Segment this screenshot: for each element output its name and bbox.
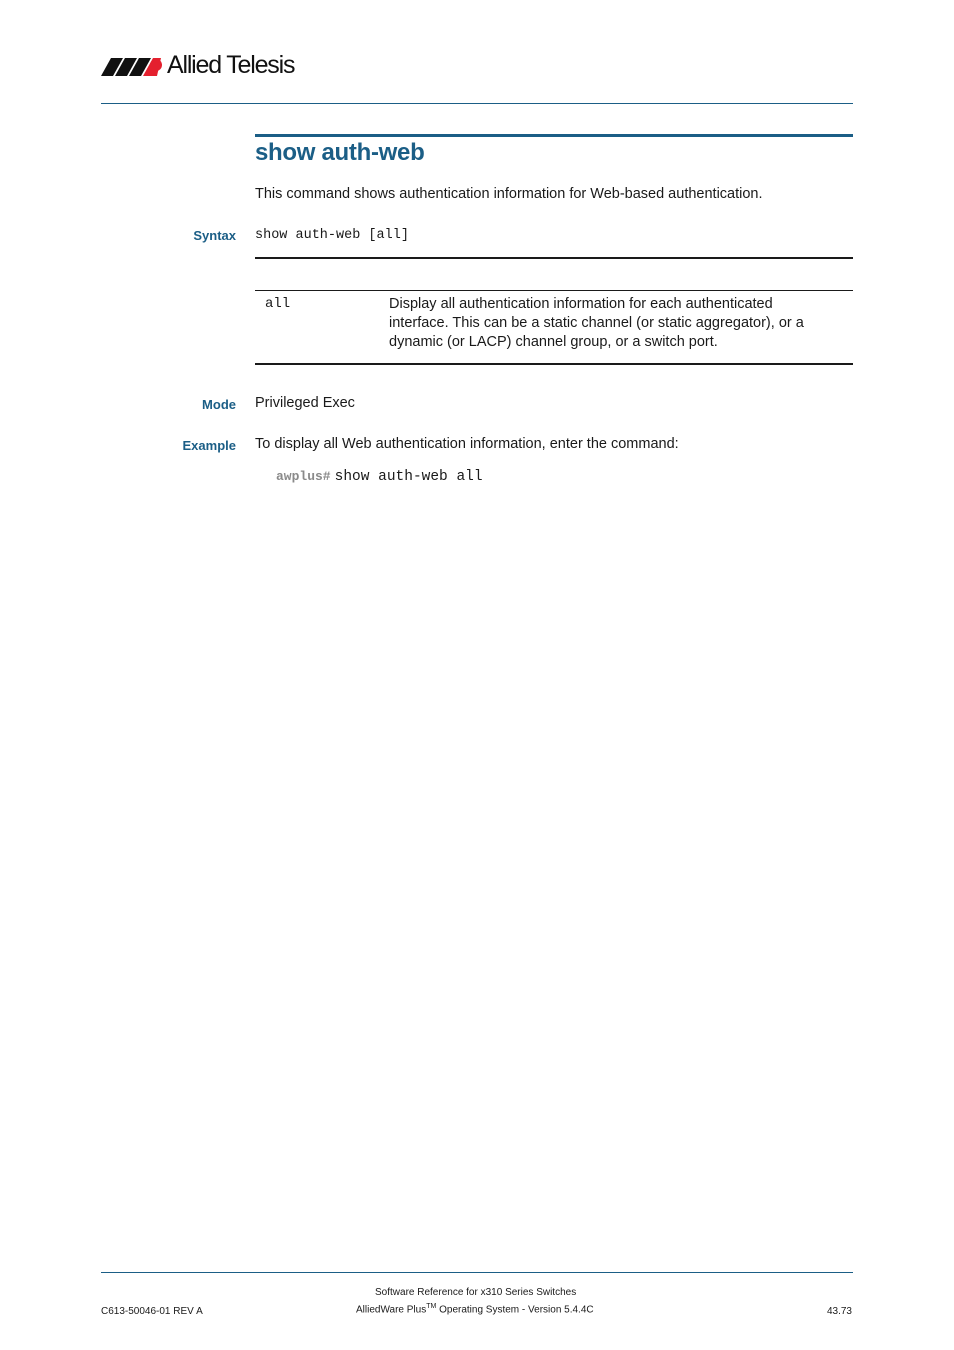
cli-prompt: awplus#	[276, 469, 331, 484]
parameter-description: Display all authentication information for each authenticated interface. This can be a static channel (or static aggregator), or a dynamic (or LACP) channel group, or a switch port.	[389, 296, 804, 350]
parameter-name: all	[265, 296, 291, 312]
syntax-command: show auth-web [all]	[255, 228, 409, 243]
footer-divider	[101, 1272, 853, 1273]
footer-document-title: Software Reference for x310 Series Switches	[375, 1287, 577, 1298]
mode-label: Mode	[202, 397, 236, 412]
example-command: show auth-web all	[334, 469, 483, 485]
title-rule	[255, 134, 853, 137]
parameter-table	[255, 257, 853, 365]
example-label: Example	[182, 438, 236, 453]
table-header-row	[255, 259, 853, 291]
logo-text: Allied Telesis	[167, 50, 295, 79]
footer-os-name: AlliedWare Plus	[356, 1304, 427, 1316]
footer-page-number: 43.73	[826, 1306, 852, 1317]
footer-doc-id: C613-50046-01 REV A	[101, 1306, 203, 1317]
company-logo	[101, 50, 294, 80]
page-title: show auth-web	[255, 139, 425, 166]
footer-os-suffix: Operating System - Version 5.4.4C	[436, 1304, 594, 1316]
example-intro: To display all Web authentication information, enter the command:	[255, 436, 679, 452]
footer-os-version	[356, 1303, 594, 1315]
footer-trademark: TM	[426, 1303, 437, 1310]
mode-value: Privileged Exec	[255, 395, 355, 411]
syntax-label: Syntax	[193, 228, 236, 243]
table-row	[255, 291, 853, 365]
command-description: This command shows authentication information for Web-based authentication.	[255, 186, 763, 202]
logo-mark-icon	[101, 54, 163, 76]
header-divider	[101, 103, 853, 104]
example-command-line	[276, 468, 483, 485]
